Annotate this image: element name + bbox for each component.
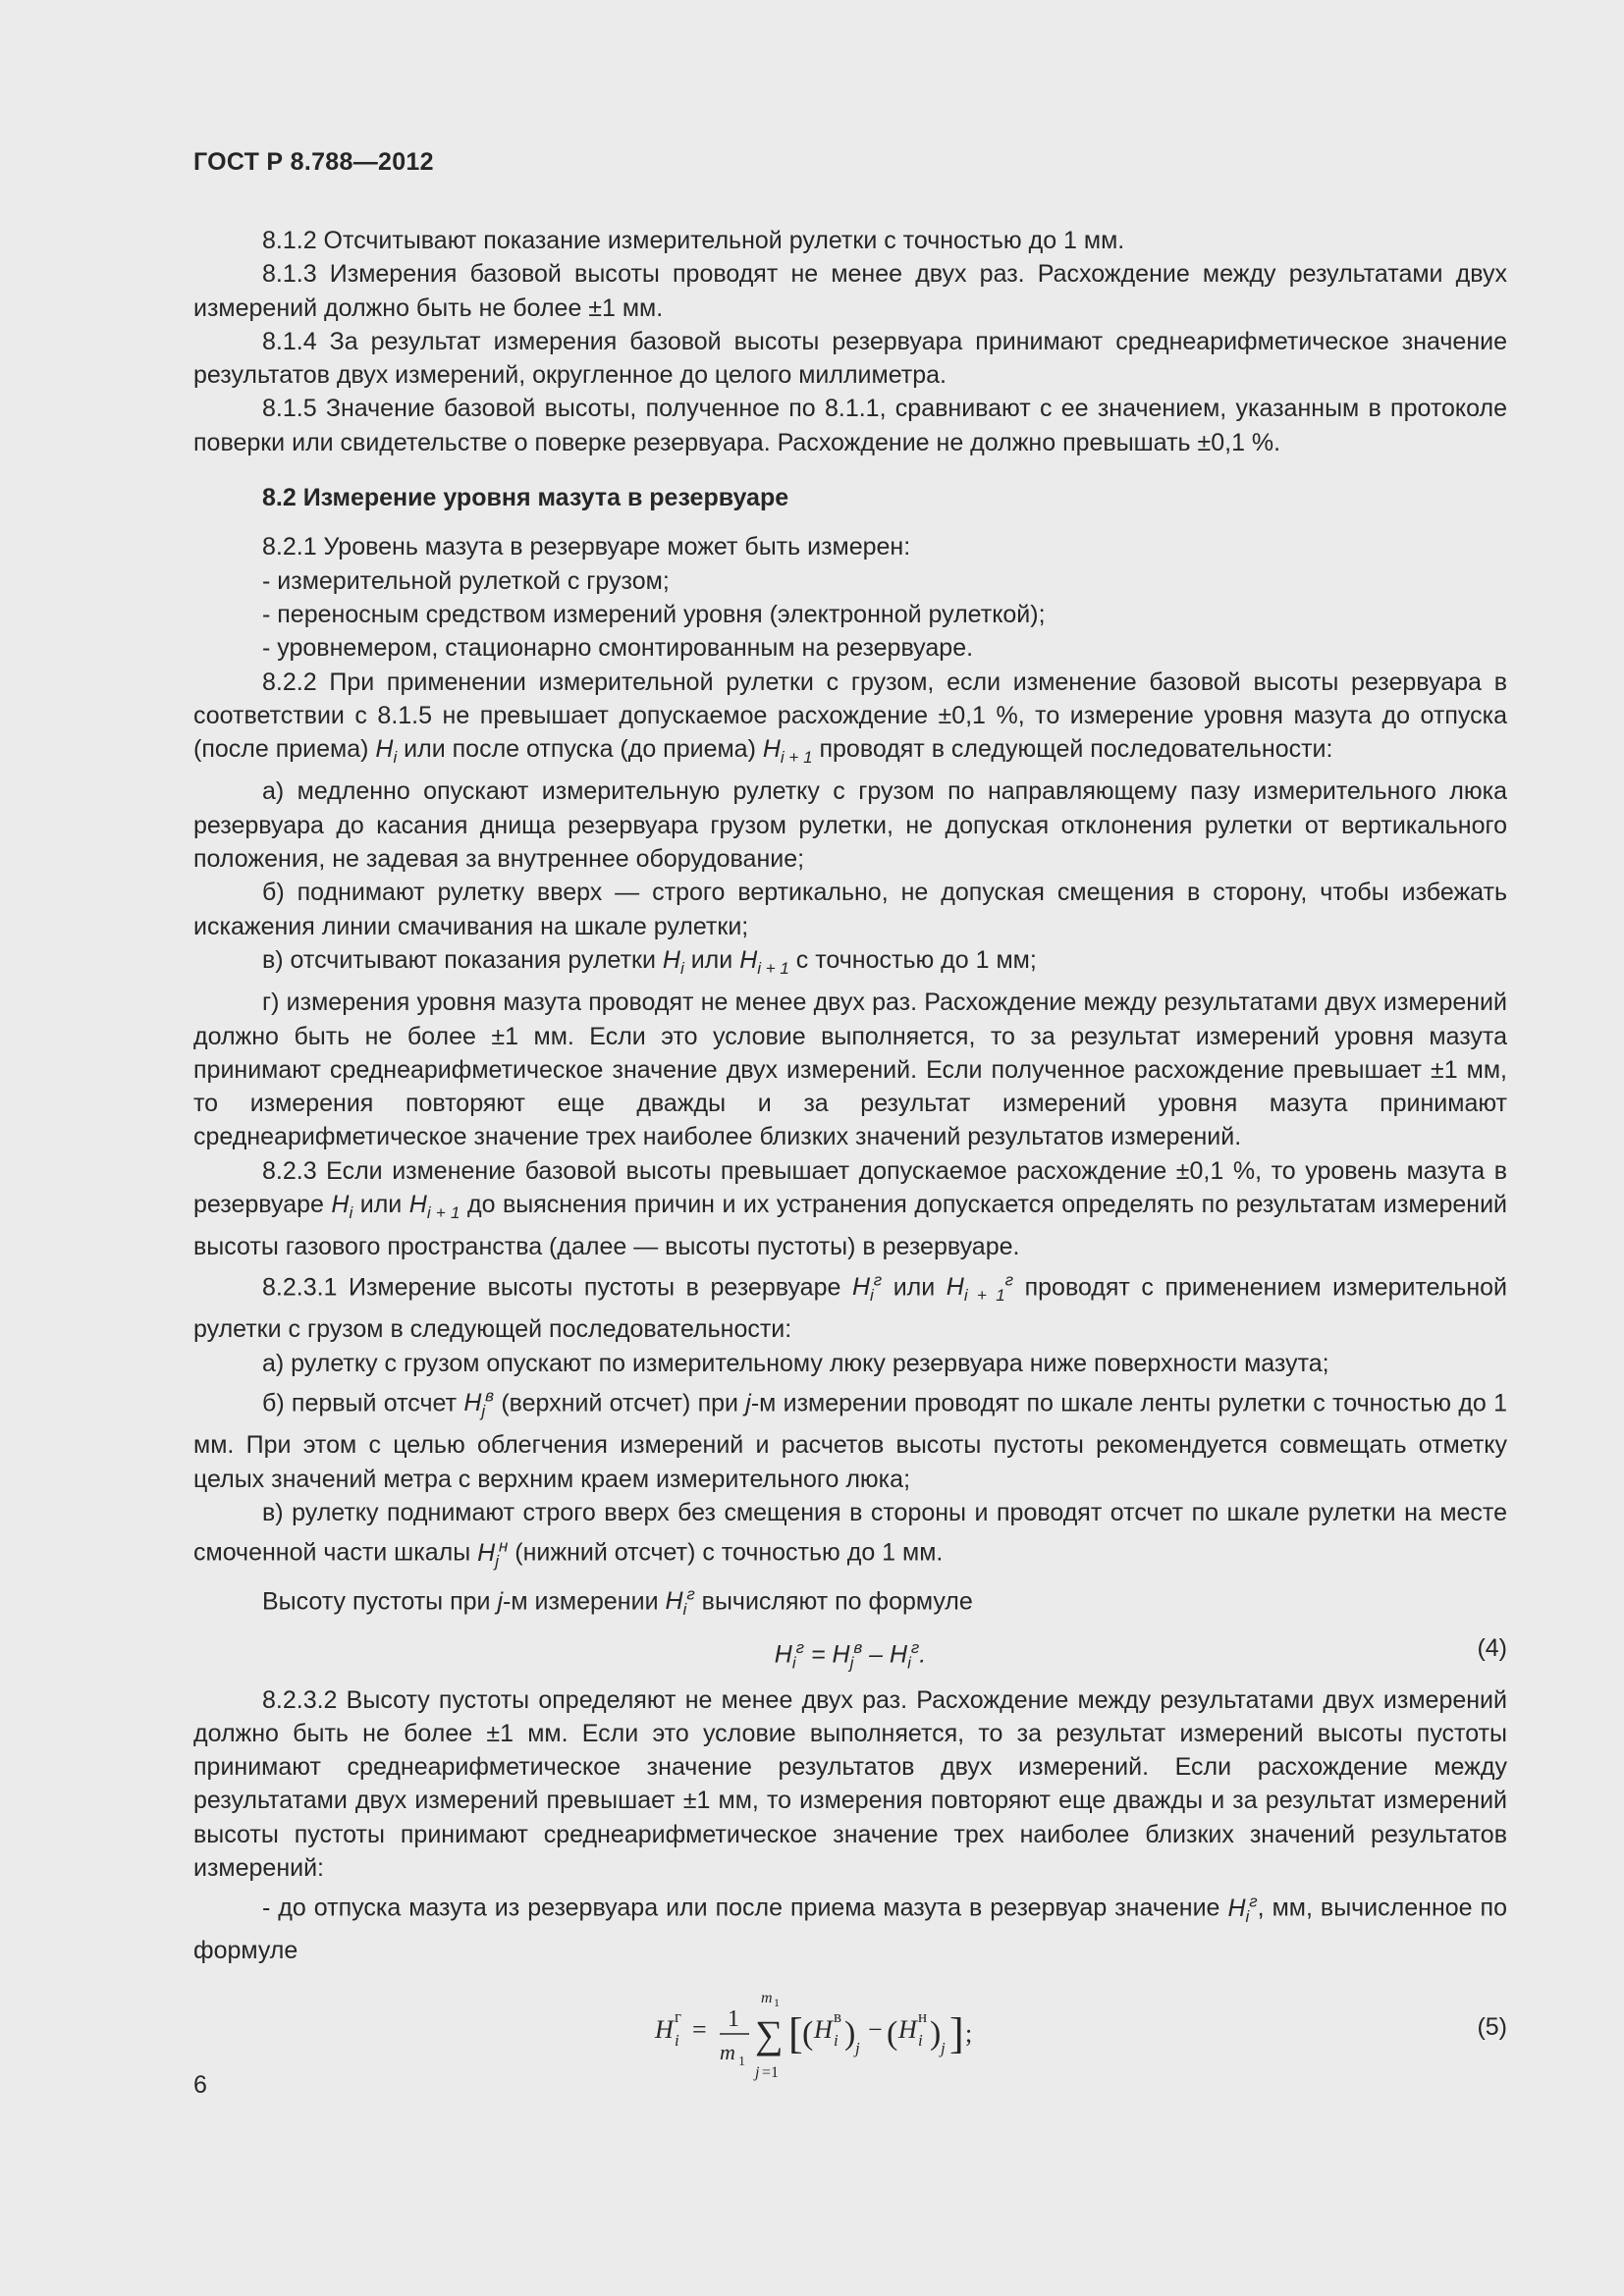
svg-text:1: 1	[728, 2006, 739, 2033]
svg-text:∑: ∑	[755, 2012, 784, 2057]
svg-text:H: H	[814, 2015, 833, 2045]
list-item: - уровнемером, стационарно смонтированным на резервуаре.	[262, 634, 974, 663]
document-body	[193, 224, 1507, 2083]
clause-8-2-2-b: б) поднимают рулетку вверх — строго вертикально, не допуская смещения в сторону, чтобы избежать искажения линии смачивания на шкале рулетки;	[193, 879, 1507, 940]
formula-5-number: (5)	[1477, 2013, 1507, 2042]
svg-text:=: =	[692, 2015, 707, 2045]
svg-text:i: i	[675, 2031, 679, 2051]
document-header: ГОСТ Р 8.788—2012	[193, 148, 434, 176]
clause-8-2-2: 8.2.2 При применении измерительной рулетки с грузом, если изменение базовой высоты резервуара в соответствии с 8.1.5 не превышает допускаемое расхождение ±0,1 %, то измерение уровня мазута до отпуска (после приема) $H_i$ или после отпуска (до приема) $H_{i + 1}$ проводят в следующей последовательности:	[193, 667, 1507, 768]
clause-8-1-2: 8.1.2 Отсчитывают показание измерительной рулетки с точностью до 1 мм.	[262, 227, 1125, 254]
formula-5-expression	[645, 1977, 999, 2083]
list-item: - измерительной рулеткой с грузом;	[262, 566, 670, 595]
formula-5	[193, 1977, 1507, 2083]
section-heading-8-2: 8.2 Измерение уровня мазута в резервуаре	[262, 484, 789, 512]
page-number: 6	[193, 2071, 207, 2099]
svg-text:]: ]	[949, 2009, 964, 2058]
clause-8-2-1: 8.2.1 Уровень мазута в резервуаре может быть измерен:	[262, 533, 911, 561]
svg-text:j: j	[855, 2039, 860, 2058]
formula-4	[193, 1628, 1507, 1671]
clause-8-1-4: 8.1.4 За результат измерения базовой высоты резервуара принимают среднеарифметическое значение результатов двух измерений, округленное до целого миллиметра.	[193, 327, 1507, 390]
svg-text:1: 1	[738, 2055, 745, 2070]
svg-text:н: н	[918, 2007, 928, 2027]
svg-text:i: i	[918, 2031, 923, 2051]
svg-text:(: (	[887, 2015, 898, 2053]
svg-text:=1: =1	[762, 2064, 780, 2082]
clause-8-2-2-g: г) измерения уровня мазута проводят не менее двух раз. Расхождение между результатами двух измерений должно быть не более ±1 мм. Если это условие выполняется, то за результат измерений уровня мазута принимают среднеарифметическое значение двух измерений. Если полученное расхождение превышает ±1 мм, то измерения повторяют еще дважды и за результат измерений уровня мазута принимают среднеарифметическое значение трех наиболее близких значений результатов измерений.	[193, 988, 1507, 1151]
svg-text:H: H	[898, 2015, 917, 2045]
svg-text:j: j	[755, 2064, 760, 2082]
clause-8-1-5: 8.1.5 Значение базовой высоты, полученное по 8.1.1, сравнивают с ее значением, указанным в протоколе поверки или свидетельстве о поверке резервуара. Расхождение не должно превышать ±0,1 %.	[193, 395, 1507, 456]
svg-text:(: (	[802, 2015, 814, 2053]
svg-text:): )	[844, 2015, 856, 2053]
formula-4-expression: $H_i^г = H_j^в - H_i^г$.	[774, 1637, 927, 1672]
clause-8-1-3: 8.1.3 Измерения базовой высоты проводят не менее двух раз. Расхождение между результатами двух измерений должно быть не более ±1 мм.	[193, 260, 1507, 322]
svg-text:в: в	[834, 2007, 842, 2027]
svg-text:m: m	[720, 2040, 735, 2065]
formula-5-intro: - до отпуска мазута из резервуара или после приема мазута в резервуар значение $H_i^г$, мм, вычисленное по формуле	[193, 1892, 1507, 1964]
svg-text:;: ;	[965, 2019, 973, 2049]
clause-8-2-3-1-v: в) рулетку поднимают строго вверх без смещения в стороны и проводят отсчет по шкале рулетки на месте смоченной части шкалы $H_j^н$ (нижний отсчет) с точностью до 1 мм.	[193, 1499, 1507, 1571]
clause-8-2-3-2: 8.2.3.2 Высоту пустоты определяют не менее двух раз. Расхождение между результатами двух измерений должно быть не более ±1 мм. Если это условие выполняется, то за результат измерений высоты пустоты принимают среднеарифметическое значение результатов двух измерений. Если расхождение между результатами двух измерений превышает ±1 мм, то измерения повторяют еще дважды и за результат измерений высоты пустоты принимают среднеарифметическое значение трех наиболее близких значений результатов измерений:	[193, 1685, 1507, 1883]
svg-text:m: m	[761, 1990, 773, 2007]
svg-text:−: −	[868, 2015, 883, 2045]
list-item: - переносным средством измерений уровня (электронной рулеткой);	[262, 600, 1046, 628]
clause-8-2-3-1-b: б) первый отсчет $H_j^в$ (верхний отсчет) при j-м измерении проводят по шкале ленты рулетки с точностью до 1 мм. При этом с целью облегчения измерений и расчетов высоты пустоты рекомендуется совмещать отметку целых значений метра с верхним краем измерительного люка;	[193, 1386, 1507, 1493]
clause-8-2-3: 8.2.3 Если изменение базовой высоты превышает допускаемое расхождение ±0,1 %, то уровень мазута в резервуаре $H_i$ или $H_{i + 1}$ до выяснения причин и их устранения допускается определять по результатам измерений высоты газового пространства (далее — высоты пустоты) в резервуаре.	[193, 1156, 1507, 1261]
clause-8-2-2-a: а) медленно опускают измерительную рулетку с грузом по направляющему пазу измерительного люка резервуара до касания днища резервуара грузом рулетки, не допуская отклонения рулетки от вертикального положения, не задевая за внутреннее оборудование;	[193, 777, 1507, 874]
svg-text:j: j	[941, 2039, 946, 2058]
svg-text:г: г	[675, 2007, 681, 2027]
svg-text:i: i	[834, 2031, 839, 2051]
svg-text:[: [	[788, 2009, 803, 2058]
formula-4-number: (4)	[1477, 1633, 1507, 1662]
formula-4-intro: Высоту пустоты при j-м измерении $H_i^г$ вычисляют по формуле	[262, 1584, 973, 1620]
svg-text:1: 1	[774, 1996, 780, 2010]
svg-text:H: H	[655, 2015, 674, 2045]
clause-8-2-2-v: в) отсчитывают показания рулетки $H_i$ или $H_{i + 1}$ с точностью до 1 мм;	[262, 945, 1037, 978]
clause-8-2-3-1: 8.2.3.1 Измерение высоты пустоты в резервуаре $H_i^г$ или $H_{i + 1}^г$ проводят с применением измерительной рулетки с грузом в следующей последовательности:	[193, 1270, 1508, 1344]
svg-text:): )	[930, 2015, 942, 2053]
clause-8-2-3-1-a: а) рулетку с грузом опускают по измерительному люку резервуара ниже поверхности мазута;	[262, 1349, 1329, 1377]
